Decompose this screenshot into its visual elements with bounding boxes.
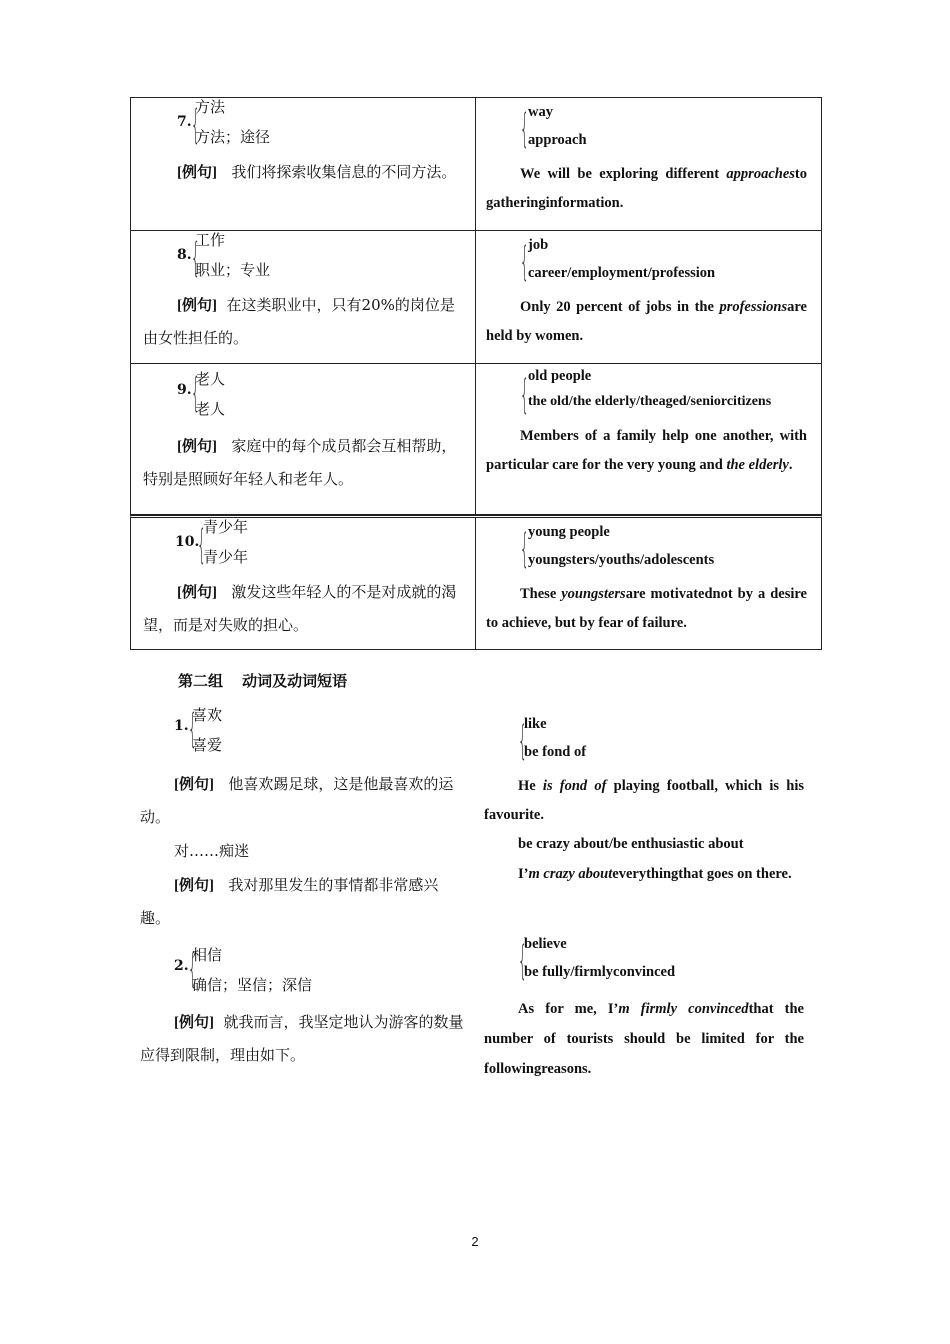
brace-icon: { [520, 526, 529, 572]
cn-term: 职业；专业 [195, 261, 271, 279]
item-number: 2. [174, 958, 189, 974]
brace-icon: { [191, 370, 200, 416]
brace-icon: { [520, 239, 529, 285]
cn-cell [131, 231, 476, 363]
cn-term: 青少年 [203, 518, 249, 536]
section-group-name: 动词及动词短语 [242, 672, 348, 690]
item-number: 7. [177, 114, 192, 130]
vocab-table [130, 97, 822, 650]
en-term: be fully/firmlyconvinced [524, 964, 676, 980]
cn-example [143, 430, 461, 495]
cn-term: 工作 [195, 231, 226, 249]
en-term: be fond of [524, 744, 587, 760]
en-example-text: everythingthat goes on there. [612, 866, 792, 882]
item-number: 9. [177, 382, 192, 398]
en-example-text: that the number of tourists should be limited for the followingreasons. [484, 1001, 804, 1077]
item-en-block [484, 934, 804, 1084]
en-example-text: These [520, 586, 562, 602]
brace-group [484, 934, 804, 994]
en-example [484, 772, 804, 830]
en-example-italic: is fond of [542, 778, 607, 794]
en-example-text: I’ [518, 866, 529, 882]
cn-term: 老人 [195, 400, 226, 418]
table-row [130, 364, 822, 515]
en-example-text: Members of a family help one another, with particular care for the very young and [486, 428, 807, 473]
brace-icon: { [518, 938, 527, 984]
en-example-text: playing football, which is his favourite. [484, 778, 805, 823]
cn-example [143, 576, 461, 641]
brace-icon: { [191, 235, 200, 281]
example-tag: [例句] [177, 585, 217, 601]
cn-example-text: 我们将探索收集信息的不同方法。 [231, 163, 457, 181]
en-cell [476, 231, 821, 363]
en-example-text: We will be exploring different [520, 166, 727, 182]
cn-example-text: 他喜欢踢足球，这是他最喜欢的运动。 [140, 775, 454, 826]
brace-icon: { [191, 102, 200, 148]
en-example-text: are held by women. [486, 299, 807, 344]
en-example-italic: professions [719, 299, 788, 315]
en-example-text: to gatheringinformation. [486, 166, 807, 211]
en-term: approach [528, 132, 587, 148]
cn-term: 喜爱 [192, 736, 223, 754]
en-example [484, 994, 804, 1084]
en-cell [476, 98, 821, 230]
en-term: young people [528, 524, 610, 540]
table-row [130, 97, 822, 231]
cn-phrase: 对……痴迷 [174, 842, 250, 860]
en-example-text: . [788, 457, 793, 473]
en-term: youngsters/youths/adolescents [528, 552, 715, 568]
en-example-italic: m crazy about [528, 866, 613, 882]
page-number: 2 [471, 1234, 479, 1249]
en-term: old people [528, 368, 592, 384]
brace-group [484, 714, 804, 772]
brace-group [140, 942, 465, 1004]
cn-cell [131, 518, 476, 649]
cn-term: 相信 [192, 946, 223, 964]
cn-example-text: 就我而言，我坚定地认为游客的数量应得到限制，理由如下。 [140, 1013, 464, 1064]
cn-term: 喜欢 [192, 706, 223, 724]
en-term: career/employment/profession [528, 265, 716, 281]
item-en-block [484, 714, 804, 890]
brace-group [143, 231, 461, 287]
example-tag: [例句] [177, 165, 217, 181]
en-cell [476, 364, 821, 514]
cn-example-text: 在这类职业中，只有20%的岗位是由女性担任的。 [143, 296, 455, 347]
section-group-label: 第二组 [178, 672, 224, 690]
cn-example [143, 289, 461, 354]
en-example-italic: approaches [726, 166, 795, 182]
en-term: the old/the elderly/theaged/seniorcitizens [528, 394, 772, 409]
item-number: 1. [174, 718, 189, 734]
cn-example-text: 我对那里发生的事情都非常感兴趣。 [140, 876, 439, 927]
en-example-text: Only 20 percent of jobs in the [520, 299, 720, 315]
brace-group [143, 518, 461, 574]
brace-group [143, 98, 461, 154]
brace-group [486, 102, 807, 160]
cn-cell [131, 98, 476, 230]
cn-example-text: 家庭中的每个成员都会互相帮助，特别是照顾好年轻人和老年人。 [143, 437, 457, 488]
cn-term: 老人 [195, 370, 226, 388]
brace-group [486, 235, 807, 293]
brace-icon: { [518, 718, 527, 764]
item-cn-block [140, 942, 465, 1071]
cn-example [140, 869, 465, 934]
en-example-text: are motivatednot by a desire to achieve, but by fear of failure. [486, 586, 807, 631]
cn-term: 方法；途径 [195, 128, 271, 146]
example-tag: [例句] [177, 439, 217, 455]
en-example-italic: m firmly convinced [618, 1001, 749, 1017]
brace-icon: { [188, 946, 197, 992]
en-example [486, 293, 807, 351]
brace-group [140, 702, 465, 766]
brace-icon: { [520, 372, 529, 418]
en-example [484, 859, 804, 890]
brace-icon: { [520, 106, 529, 152]
en-cell [476, 518, 821, 649]
en-term: job [528, 237, 549, 253]
en-term: like [524, 716, 547, 732]
cn-term: 青少年 [203, 548, 249, 566]
brace-group [486, 522, 807, 580]
en-example-italic: youngsters [561, 586, 626, 602]
en-example-italic: the elderly [726, 457, 789, 473]
cn-cell [131, 364, 476, 514]
brace-group [486, 368, 807, 422]
item-number: 10. [175, 534, 200, 550]
brace-icon: { [188, 706, 197, 752]
example-tag: [例句] [177, 298, 217, 314]
example-tag: [例句] [174, 1015, 214, 1031]
cn-term: 确信；坚信；深信 [192, 976, 313, 994]
example-tag: [例句] [174, 878, 214, 894]
item-number: 8. [177, 247, 192, 263]
brace-icon: { [197, 522, 206, 568]
en-example-text: He [518, 778, 543, 794]
brace-group [143, 366, 461, 428]
en-example [486, 422, 807, 480]
cn-term: 方法 [195, 98, 226, 116]
en-term: way [528, 104, 553, 120]
en-example-text: As for me, I’ [518, 1001, 619, 1017]
table-row [130, 515, 822, 650]
example-tag: [例句] [174, 777, 214, 793]
cn-example [140, 768, 465, 833]
item-cn-block [140, 702, 465, 934]
cn-example-text: 激发这些年轻人的不是对成就的渴望，而是对失败的担心。 [143, 583, 457, 634]
table-row [130, 231, 822, 364]
cn-example [143, 156, 461, 189]
cn-example [140, 1006, 465, 1071]
en-example [486, 160, 807, 218]
en-phrase: be crazy about/be enthusiastic about [518, 836, 744, 852]
section-title [178, 670, 347, 691]
en-term: believe [524, 936, 567, 952]
en-example [486, 580, 807, 638]
